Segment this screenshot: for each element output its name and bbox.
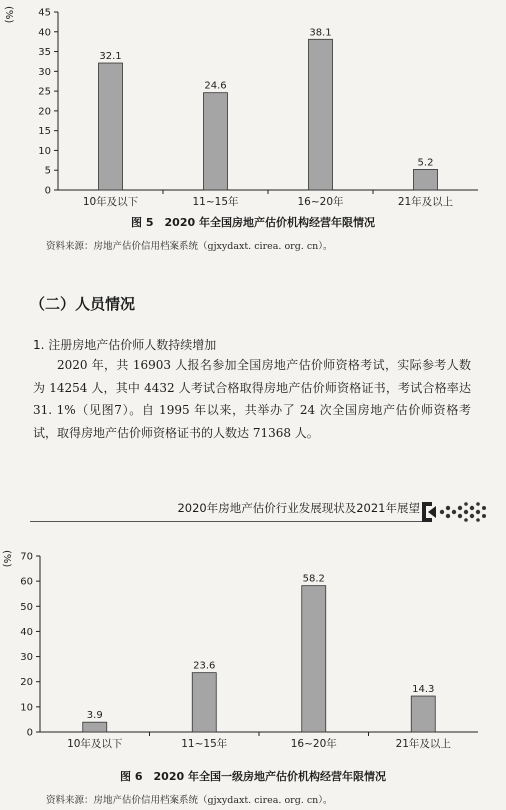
- bar-3: [309, 39, 333, 190]
- bar-1: [99, 63, 123, 190]
- y-tick-label: 70: [20, 551, 33, 563]
- y-tick-label: 0: [26, 727, 33, 739]
- figure-5-svg: [0, 0, 506, 212]
- bar-4: [411, 696, 435, 732]
- figure-5-caption: 图 5 2020 年全国房地产估价机构经营年限情况: [131, 216, 375, 229]
- subsection-heading: 1. 注册房地产估价师人数持续增加: [33, 338, 217, 352]
- y-tick-label: 45: [38, 7, 51, 19]
- y-tick-label: 20: [20, 677, 33, 689]
- figure-5-source: 资料来源：房地产估价信用档案系统（gjxydaxt. cirea. org. cn）。: [46, 241, 333, 252]
- y-tick-label: 50: [20, 601, 33, 613]
- bar-value-label: 5.2: [417, 157, 434, 169]
- x-category-label: 16~20年: [297, 196, 344, 208]
- bar-value-label: 3.9: [86, 710, 103, 722]
- y-axis-label: (%): [3, 6, 14, 24]
- y-tick-label: 40: [38, 27, 51, 39]
- x-category-label: 10年及以下: [67, 738, 123, 750]
- figure-6-svg: [0, 546, 506, 758]
- header-ornament-icon: [418, 498, 490, 526]
- header-rule: [30, 521, 430, 522]
- y-tick-label: 30: [38, 66, 51, 78]
- y-tick-label: 5: [44, 165, 51, 177]
- bar-3: [302, 586, 326, 732]
- bar-value-label: 24.6: [204, 80, 227, 92]
- bar-2: [204, 93, 228, 190]
- figure-6-caption: 图 6 2020 年全国一级房地产估价机构经营年限情况: [120, 770, 386, 783]
- bar-1: [83, 722, 107, 732]
- figure-6-source: 资料来源：房地产估价信用档案系统（gjxydaxt. cirea. org. cn）。: [46, 795, 333, 806]
- bar-value-label: 23.6: [193, 660, 216, 672]
- y-tick-label: 10: [38, 145, 51, 157]
- y-axis-label: (%): [1, 550, 12, 568]
- y-tick-label: 25: [38, 86, 51, 98]
- x-category-label: 10年及以下: [82, 196, 139, 208]
- body-paragraph: 2020 年，共 16903 人报名参加全国房地产估价师资格考试，实际参考人数为 14254 人，其中 4432 人考试合格取得房地产估价师资格证书，考试合格率达 31. 1%（见图7）。自 1995 年以来，共举办了 24 次全国房地产估价师资格考试，取得房地产估价师资格证书的人数达 71368 人。: [33, 358, 471, 440]
- figure-5-chart: [0, 0, 506, 212]
- y-tick-label: 15: [38, 126, 51, 138]
- x-category-label: 21年及以上: [395, 738, 451, 750]
- x-category-label: 11~15年: [181, 738, 228, 750]
- y-tick-label: 40: [20, 626, 33, 638]
- y-tick-label: 60: [20, 576, 33, 588]
- x-category-label: 11~15年: [192, 196, 239, 208]
- bar-value-label: 32.1: [99, 51, 122, 63]
- bar-value-label: 38.1: [309, 27, 332, 39]
- bar-4: [414, 169, 438, 190]
- figure-6-chart: [0, 546, 506, 758]
- section-heading: （二）人员情况: [30, 295, 136, 313]
- bar-value-label: 58.2: [302, 573, 325, 585]
- y-tick-label: 10: [20, 702, 33, 714]
- x-category-label: 21年及以上: [397, 196, 454, 208]
- y-tick-label: 30: [20, 652, 33, 664]
- y-tick-label: 35: [38, 47, 51, 59]
- x-category-label: 16~20年: [290, 738, 337, 750]
- bar-value-label: 14.3: [412, 684, 435, 696]
- y-tick-label: 20: [38, 106, 51, 118]
- running-header: 2020年房地产估价行业发展现状及2021年展望: [177, 501, 420, 515]
- y-tick-label: 0: [44, 185, 51, 197]
- bar-2: [192, 673, 216, 732]
